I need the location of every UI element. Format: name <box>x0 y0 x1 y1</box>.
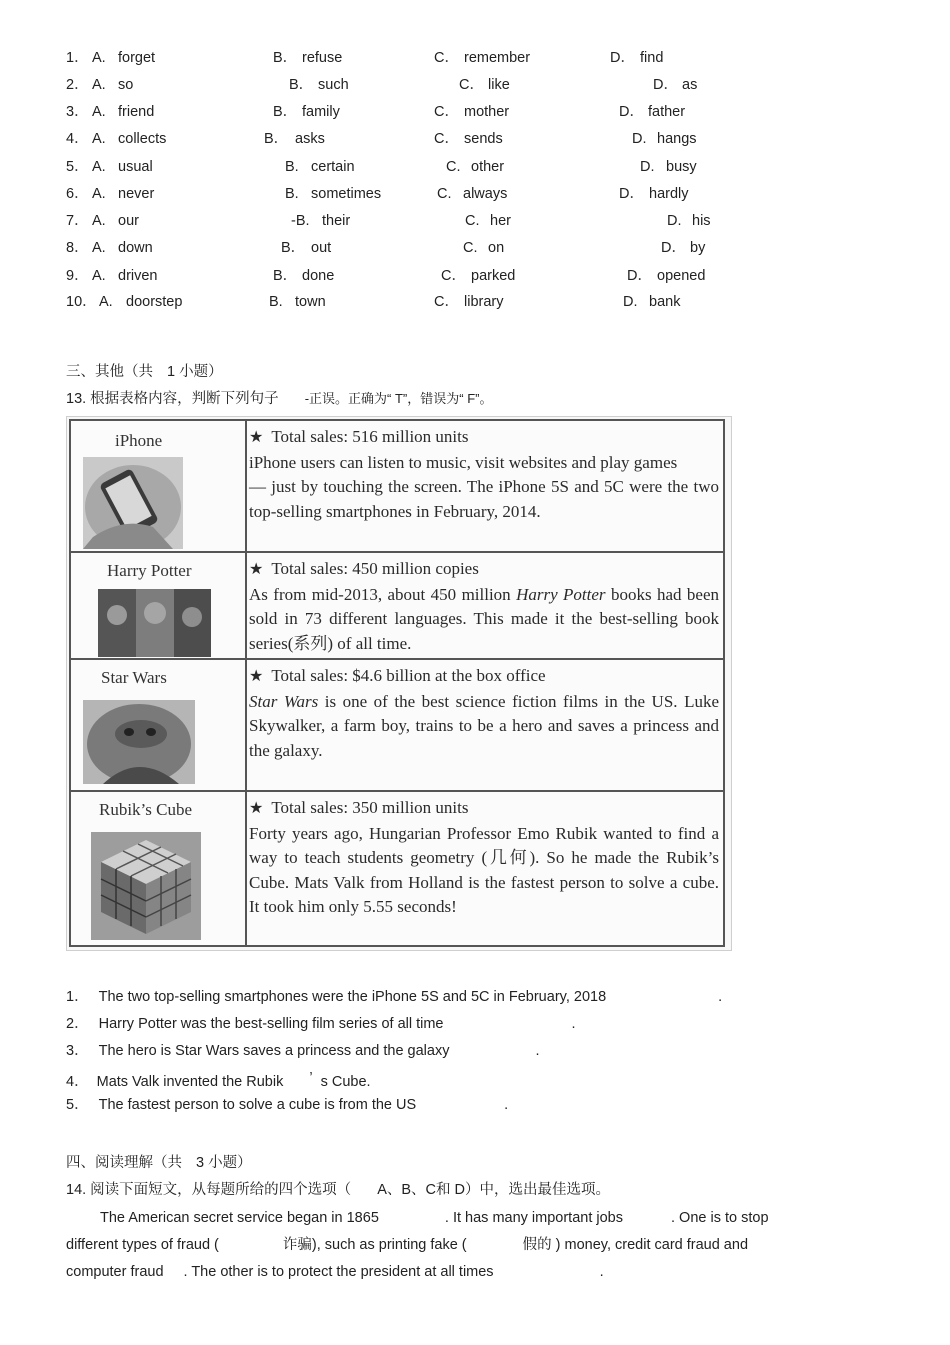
option-b-letter: -B. <box>291 213 310 229</box>
option-d: by <box>690 240 706 256</box>
question-number: 9． <box>66 268 89 284</box>
option-b-letter: B． <box>264 131 289 147</box>
passage-line-1 <box>100 1208 769 1228</box>
star-wars-italic-title: Star Wars <box>249 691 319 711</box>
harry-potter-description <box>249 557 719 656</box>
option-row <box>0 129 950 149</box>
option-a: so <box>118 77 134 93</box>
statement-number: 4． <box>66 1074 89 1090</box>
statement-text: The fastest person to solve a cube is from the US <box>98 1097 417 1113</box>
option-a-letter: A. <box>92 240 106 256</box>
option-c-letter: C． <box>434 104 459 120</box>
q13-instruction <box>66 389 492 409</box>
option-b-letter: B. <box>285 186 299 202</box>
q13-instruction-rule: -正误。正确为“ T”，错误为“ F”。 <box>304 391 493 406</box>
item-name-iphone: iPhone <box>115 431 163 450</box>
option-b-letter: B. <box>269 294 283 310</box>
option-a: forget <box>118 50 156 66</box>
option-a: collects <box>118 131 167 147</box>
statement-text: Harry Potter was the best-selling film series of all time <box>98 1016 444 1032</box>
star-wars-description <box>249 664 719 763</box>
statement-text: The two top-selling smartphones were the iPhone 5S and 5C in February, 2018 <box>98 989 607 1005</box>
option-b: asks <box>295 131 325 147</box>
passage-text: The American secret service began in 1865 <box>100 1210 379 1226</box>
option-a: our <box>118 213 139 229</box>
option-d-letter: D． <box>653 77 678 93</box>
option-b: their <box>322 213 351 229</box>
option-a: never <box>118 186 155 202</box>
table-cell-item <box>71 660 247 790</box>
option-c: other <box>471 159 505 175</box>
statement-4 <box>66 1068 371 1092</box>
star-wars-image <box>83 700 195 784</box>
option-d-letter: D. <box>623 294 638 310</box>
q14-instruction-text: 14. 阅读下面短文，从每题所给的四个选项（ <box>66 1182 352 1198</box>
option-a-letter: A. <box>92 104 106 120</box>
option-c-letter: C． <box>459 77 484 93</box>
option-c: her <box>490 213 511 229</box>
rubiks-cube-text: Forty years ago, Hungarian Professor Emo Rubik wanted to find a way to teach students geometry (几何). So he made the Rubik’s Cube. Mats Valk from Holland is the fastest person to solve a cube. It took him only 5.55 seconds! <box>249 823 719 916</box>
table-cell-item <box>71 792 247 945</box>
option-a: usual <box>118 159 153 175</box>
statement-period: . <box>718 989 723 1005</box>
option-a-letter: A. <box>92 77 106 93</box>
option-c: library <box>464 294 504 310</box>
option-d: find <box>640 50 664 66</box>
option-c: remember <box>464 50 531 66</box>
option-a-letter: A. <box>92 131 106 147</box>
section4-heading-text: 四、阅读理解（共 <box>66 1155 182 1171</box>
question-number: 10． <box>66 294 97 310</box>
option-row <box>0 211 950 231</box>
option-d: hardly <box>649 186 689 202</box>
statement-2 <box>66 1014 576 1034</box>
info-table <box>66 416 732 951</box>
option-d: as <box>682 77 698 93</box>
rubiks-cube-description <box>249 796 719 920</box>
option-b-letter: B． <box>281 240 306 256</box>
table-row-iphone <box>71 421 723 553</box>
statement-3 <box>66 1041 540 1061</box>
question-number: 7． <box>66 213 89 229</box>
option-b: sometimes <box>311 186 382 202</box>
section4-heading-count: 3 小题） <box>196 1155 252 1171</box>
table-cell-description <box>249 425 719 551</box>
table-cell-description <box>249 557 719 658</box>
harry-potter-text-a: As from mid-2013, about 450 million <box>249 584 517 604</box>
option-c-letter: C. <box>463 240 478 256</box>
q14-instruction-choices: A、B、C和 D）中，选出最佳选项。 <box>377 1182 611 1198</box>
question-number: 3． <box>66 104 89 120</box>
option-row <box>0 266 950 286</box>
iphone-text-1: iPhone users can listen to music, visit websites and play games <box>249 452 678 472</box>
star-wars-total-sales: Total sales: $4.6 billion at the box office <box>271 666 546 685</box>
table-cell-description <box>249 796 719 945</box>
option-a-letter: A. <box>92 268 106 284</box>
option-d: his <box>692 213 711 229</box>
option-row <box>0 75 950 95</box>
table-row-harry-potter <box>71 553 723 660</box>
iphone-total-sales: Total sales: 516 million units <box>271 427 469 446</box>
info-table-grid <box>69 419 725 947</box>
statement-text: Mats Valk invented the Rubik <box>96 1074 284 1090</box>
passage-text: computer fraud <box>66 1264 164 1280</box>
harry-potter-text-b: books had been sold in 73 different languages. This made it the best-selling book series(系列) of all time. <box>249 584 719 653</box>
harry-potter-total-sales: Total sales: 450 million copies <box>271 559 479 578</box>
statement-period: . <box>504 1097 509 1113</box>
option-d: busy <box>666 159 697 175</box>
option-a: doorstep <box>126 294 183 310</box>
question-number: 8． <box>66 240 89 256</box>
option-c: sends <box>464 131 503 147</box>
passage-text: . <box>599 1264 604 1280</box>
option-row <box>0 184 950 204</box>
passage-text: 假的 ) money, credit card fraud and <box>522 1237 749 1253</box>
option-c-letter: C． <box>434 294 459 310</box>
option-b-letter: B． <box>289 77 314 93</box>
option-d-letter: D. <box>667 213 682 229</box>
iphone-text-2: — just by touching the screen. The iPhone 5S and 5C were the two top-selling smartphones in February, 2014. <box>249 477 719 521</box>
statement-5 <box>66 1095 508 1115</box>
q13-instruction-text: 13. 根据表格内容，判断下列句子 <box>66 391 279 407</box>
iphone-description <box>249 425 719 524</box>
section3-heading-count: 1 小题） <box>167 364 223 380</box>
statement-number: 3． <box>66 1043 89 1059</box>
statement-apostrophe: ’ <box>309 1070 313 1086</box>
option-c-letter: C． <box>441 268 466 284</box>
passage-text: . One is to stop <box>671 1210 769 1226</box>
statement-number: 1． <box>66 989 89 1005</box>
section4-heading <box>66 1153 252 1173</box>
statement-number: 2． <box>66 1016 89 1032</box>
passage-line-3 <box>66 1262 604 1282</box>
star-icon: ★ <box>249 668 264 685</box>
harry-potter-italic-title: Harry Potter <box>516 584 606 604</box>
item-name-harry-potter: Harry Potter <box>107 561 192 580</box>
table-cell-description <box>249 664 719 790</box>
option-a-letter: A. <box>99 294 113 310</box>
table-row-rubiks-cube <box>71 792 723 945</box>
harry-potter-image <box>98 589 211 657</box>
option-b-letter: B． <box>273 50 298 66</box>
option-c: always <box>463 186 508 202</box>
option-d-letter: D． <box>661 240 686 256</box>
option-d-letter: D． <box>627 268 652 284</box>
option-b-letter: B． <box>273 104 298 120</box>
option-a: down <box>118 240 153 256</box>
option-b: such <box>318 77 349 93</box>
option-a-letter: A. <box>92 186 106 202</box>
option-b: done <box>302 268 335 284</box>
option-b-letter: B． <box>273 268 298 284</box>
option-b: town <box>295 294 326 310</box>
rubiks-cube-total-sales: Total sales: 350 million units <box>271 798 469 817</box>
section3-heading <box>66 362 223 382</box>
question-number: 4． <box>66 131 89 147</box>
option-c-letter: C． <box>434 50 459 66</box>
option-a-letter: A. <box>92 213 106 229</box>
option-row <box>0 157 950 177</box>
question-number: 2． <box>66 77 89 93</box>
option-c-letter: C. <box>465 213 480 229</box>
option-c-letter: C. <box>446 159 461 175</box>
option-d-letter: D． <box>619 104 644 120</box>
star-icon: ★ <box>249 561 264 578</box>
option-d-letter: D． <box>619 186 644 202</box>
table-cell-item <box>71 421 247 551</box>
option-d: hangs <box>657 131 697 147</box>
option-c: mother <box>464 104 510 120</box>
statement-text: The hero is Star Wars saves a princess and the galaxy <box>98 1043 450 1059</box>
statement-1 <box>66 987 722 1007</box>
option-row <box>0 238 950 258</box>
option-d: bank <box>649 294 681 310</box>
rubiks-cube-image <box>91 832 201 940</box>
option-row <box>0 48 950 68</box>
option-b: out <box>311 240 332 256</box>
option-a: friend <box>118 104 155 120</box>
option-c: on <box>488 240 505 256</box>
star-icon: ★ <box>249 800 264 817</box>
star-icon: ★ <box>249 429 264 446</box>
option-c-letter: C. <box>437 186 452 202</box>
question-number: 6． <box>66 186 89 202</box>
item-name-rubiks-cube: Rubik’s Cube <box>99 800 193 819</box>
option-c: parked <box>471 268 516 284</box>
question-number: 1． <box>66 50 89 66</box>
option-d-letter: D. <box>632 131 647 147</box>
question-number: 5． <box>66 159 89 175</box>
item-name-star-wars: Star Wars <box>101 668 167 687</box>
section3-heading-text: 三、其他（共 <box>66 364 153 380</box>
option-b: certain <box>311 159 355 175</box>
passage-line-2 <box>66 1235 748 1255</box>
option-d-letter: D. <box>640 159 655 175</box>
passage-text: 诈骗), such as printing fake ( <box>282 1237 467 1253</box>
passage-text: . It has many important jobs <box>444 1210 623 1226</box>
option-row <box>0 102 950 122</box>
table-row-star-wars <box>71 660 723 792</box>
option-c-letter: C． <box>434 131 459 147</box>
option-row <box>0 292 950 312</box>
option-d-letter: D． <box>610 50 635 66</box>
option-b: family <box>302 104 340 120</box>
option-d: father <box>648 104 686 120</box>
option-d: opened <box>657 268 706 284</box>
option-a-letter: A. <box>92 159 106 175</box>
option-a-letter: A. <box>92 50 106 66</box>
table-cell-item <box>71 553 247 658</box>
option-b-letter: B. <box>285 159 299 175</box>
option-c: like <box>488 77 510 93</box>
statement-number: 5． <box>66 1097 89 1113</box>
option-b: refuse <box>302 50 343 66</box>
passage-text: . The other is to protect the president at all times <box>183 1264 494 1280</box>
passage-text: different types of fraud ( <box>66 1237 219 1253</box>
star-wars-text: is one of the best science fiction films in the US. Luke Skywalker, a farm boy, trains to be a hero and saves a princess and the galaxy. <box>249 691 719 760</box>
statement-period: . <box>571 1016 576 1032</box>
q14-instruction <box>66 1180 610 1200</box>
option-a: driven <box>118 268 158 284</box>
statement-text-end: s Cube. <box>320 1074 371 1090</box>
statement-period: . <box>535 1043 540 1059</box>
iphone-image <box>83 457 183 549</box>
